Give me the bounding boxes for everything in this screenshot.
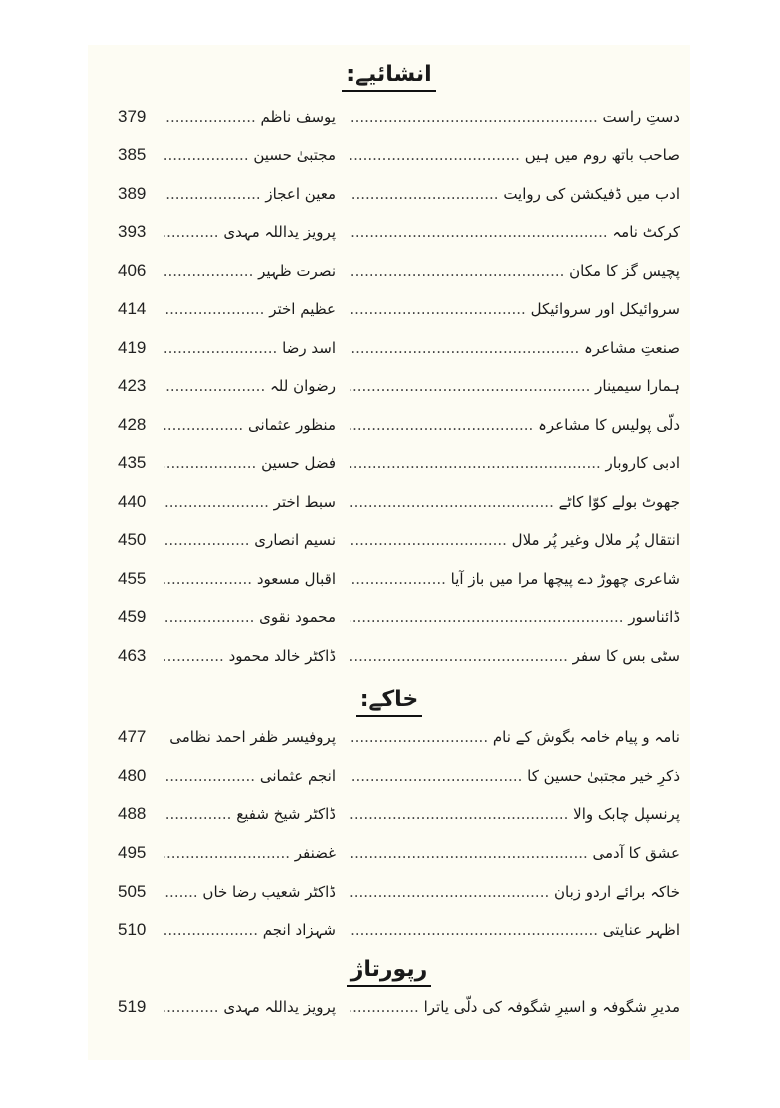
author: ڈاکٹر خالد محمود ..... — [164, 643, 336, 669]
title: شاعری چھوڑ دے پیچھا مرا میں باز آیا ..... — [350, 566, 680, 592]
title: پچیس گز کا مکان ..... — [350, 258, 680, 284]
title: اظہر عنایتی ..... — [350, 917, 680, 943]
page-number: 414 — [118, 299, 147, 318]
title: مدیرِ شگوفہ و اسیرِ شگوفہ کی دلّی یاترا ..... — [350, 994, 680, 1020]
title: صاحب باتھ روم میں ہیں ..... — [350, 142, 680, 168]
title: عشق کا آدمی ..... — [350, 840, 680, 866]
title: پرنسپل چابک والا ..... — [350, 801, 680, 827]
page-number: 459 — [118, 607, 147, 626]
title: سٹی بس کا سفر ..... — [350, 643, 680, 669]
toc-entry — [118, 373, 680, 399]
author: رضوان للہ ..... — [164, 373, 336, 399]
title: ذکرِ خیر مجتبیٰ حسین کا ..... — [350, 763, 680, 789]
title: سروائیکل اور سروائیکل ..... — [350, 296, 680, 322]
toc-entry — [118, 604, 680, 630]
page-number: 406 — [118, 261, 147, 280]
page — [88, 45, 690, 1060]
page-number: 519 — [118, 997, 147, 1016]
author: شہزاد انجم ..... — [164, 917, 336, 943]
toc-entry — [118, 412, 680, 438]
toc-entry — [118, 450, 680, 476]
author: عظیم اختر ..... — [164, 296, 336, 322]
page-number: 505 — [118, 882, 147, 901]
page-number: 440 — [118, 492, 147, 511]
title: ہمارا سیمینار ..... — [350, 373, 680, 399]
author: مجتبیٰ حسین ..... — [164, 142, 336, 168]
toc-entry — [118, 104, 680, 130]
page-number: 463 — [118, 646, 147, 665]
title: انتقال پُر ملال وغیر پُر ملال ..... — [350, 527, 680, 553]
page-number: 423 — [118, 376, 147, 395]
author: اقبال مسعود ..... — [164, 566, 336, 592]
toc-entry — [118, 917, 680, 943]
toc-entry — [118, 724, 680, 750]
toc-entry — [118, 142, 680, 168]
author: یوسف ناظم ..... — [164, 104, 336, 130]
page-number: 385 — [118, 145, 147, 164]
heading-text: خاکے: — [356, 687, 423, 717]
page-number: 455 — [118, 569, 147, 588]
section-heading-reportage — [88, 957, 690, 987]
page-number: 389 — [118, 184, 147, 203]
section-heading-inshaiye — [88, 62, 690, 92]
author: ڈاکٹر شیخ شفیع ..... — [164, 801, 336, 827]
author: پرویز یداللہ مہدی ..... — [164, 994, 336, 1020]
author: نصرت ظہیر ..... — [164, 258, 336, 284]
title: نامہ و پیام خامہ بگوش کے نام ..... — [350, 724, 680, 750]
author: منظور عثمانی ..... — [164, 412, 336, 438]
page-number: 480 — [118, 766, 147, 785]
toc-entry — [118, 335, 680, 361]
page-number: 419 — [118, 338, 147, 357]
title: دلّی پولیس کا مشاعرہ ..... — [350, 412, 680, 438]
toc-entry — [118, 181, 680, 207]
toc-entry — [118, 801, 680, 827]
author: نسیم انصاری ..... — [164, 527, 336, 553]
toc-entry — [118, 489, 680, 515]
toc-entry — [118, 219, 680, 245]
toc-entry — [118, 566, 680, 592]
title: ڈائناسور ..... — [350, 604, 680, 630]
toc-entry — [118, 296, 680, 322]
toc-entry — [118, 879, 680, 905]
author: انجم عثمانی ..... — [164, 763, 336, 789]
toc-entry — [118, 840, 680, 866]
title: کرکٹ نامہ ..... — [350, 219, 680, 245]
page-number: 488 — [118, 804, 147, 823]
title: صنعتِ مشاعرہ ..... — [350, 335, 680, 361]
author: سبط اختر ..... — [164, 489, 336, 515]
page-number: 379 — [118, 107, 147, 126]
page-number: 393 — [118, 222, 147, 241]
heading-text: رپورتاژ — [347, 957, 432, 987]
title: ادبی کاروبار ..... — [350, 450, 680, 476]
title: دستِ راست ..... — [350, 104, 680, 130]
section-heading-khake — [88, 687, 690, 717]
title: خاکہ برائے اردو زبان ..... — [350, 879, 680, 905]
title: ادب میں ڈفیکشن کی روایت ..... — [350, 181, 680, 207]
toc-entry — [118, 643, 680, 669]
author: غضنفر ..... — [164, 840, 336, 866]
page-number: 477 — [118, 727, 147, 746]
page-number: 495 — [118, 843, 147, 862]
author: محمود نقوی ..... — [164, 604, 336, 630]
author: پرویز یداللہ مہدی ..... — [164, 219, 336, 245]
author: اسد رضا ..... — [164, 335, 336, 361]
toc-entry — [118, 994, 680, 1020]
author: فضل حسین ..... — [164, 450, 336, 476]
page-number: 510 — [118, 920, 147, 939]
page-number: 435 — [118, 453, 147, 472]
page-number: 450 — [118, 530, 147, 549]
toc-entry — [118, 763, 680, 789]
author: معین اعجاز ..... — [164, 181, 336, 207]
page-number: 428 — [118, 415, 147, 434]
author: پروفیسر ظفر احمد نظامی ..... — [164, 724, 336, 750]
toc-entry — [118, 527, 680, 553]
toc-entry — [118, 258, 680, 284]
author: ڈاکٹر شعیب رضا خاں ..... — [164, 879, 336, 905]
title: جھوٹ بولے کوّا کاٹے ..... — [350, 489, 680, 515]
heading-text: انشائیے: — [342, 62, 435, 92]
